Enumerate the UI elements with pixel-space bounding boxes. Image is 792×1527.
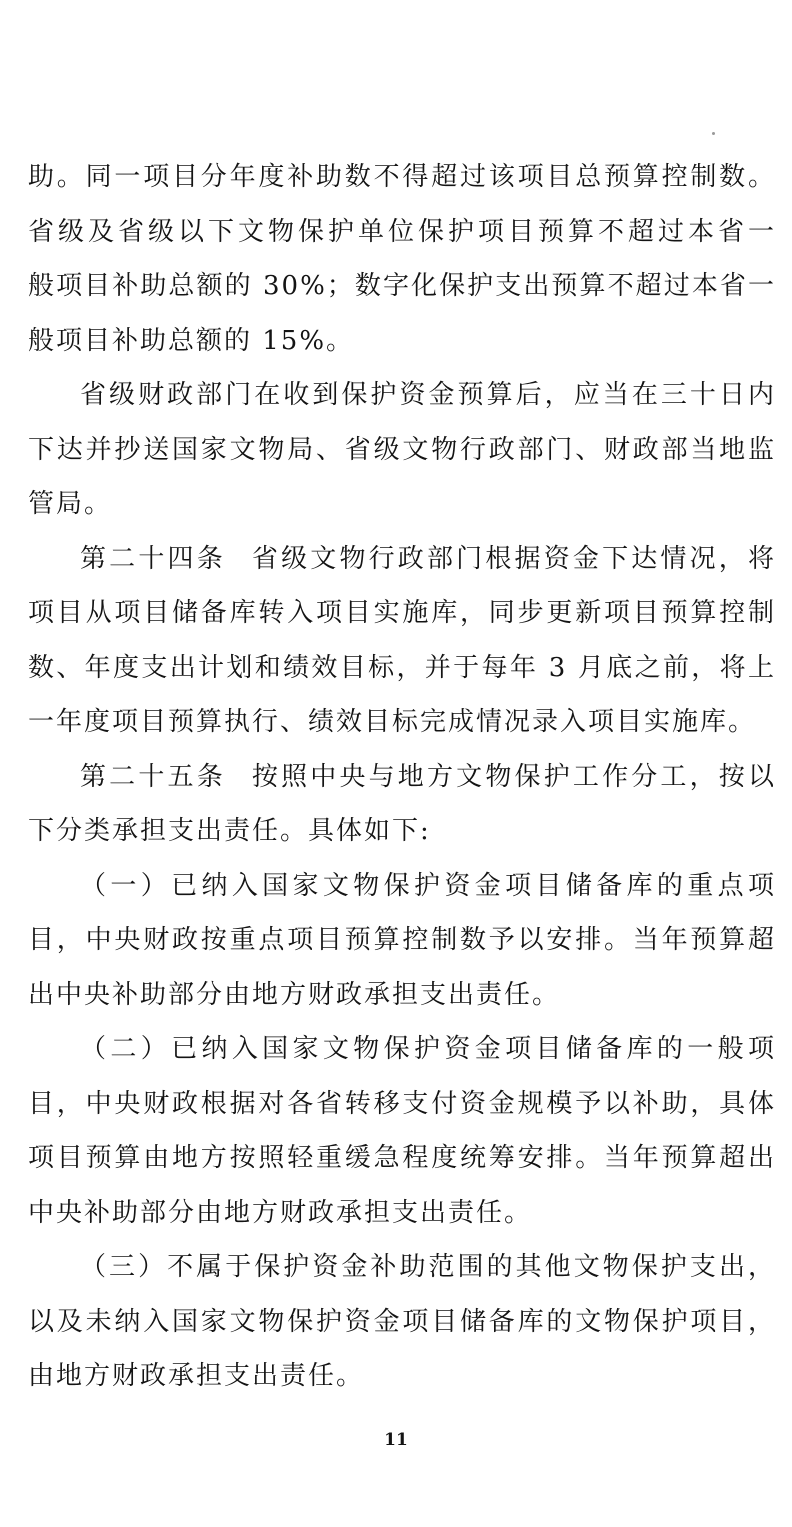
page-number: 11 bbox=[384, 1430, 408, 1450]
text-line: 助。同一项目分年度补助数不得超过该项目总预算控制数。 bbox=[28, 162, 776, 192]
text-line: 目，中央财政根据对各省转移支付资金规模予以补助，具体 bbox=[28, 1088, 776, 1119]
text-line: 管局。 bbox=[28, 489, 113, 519]
text-line bbox=[28, 532, 776, 587]
text-line: 省级及省级以下文物保护单位保护项目预算不超过本省一 bbox=[28, 216, 776, 247]
text-line: 以及未纳入国家文物保护资金项目储备库的文物保护项目， bbox=[28, 1306, 776, 1337]
text-line: 般项目补助总额的 15%。 bbox=[28, 325, 355, 356]
text-line: （三）不属于保护资金补助范围的其他文物保护支出， bbox=[80, 1252, 776, 1282]
text-line: 下分类承担支出责任。具体如下: bbox=[28, 816, 431, 846]
text-line: 由地方财政承担支出责任。 bbox=[28, 1361, 365, 1391]
article-heading: 第二十五条 bbox=[80, 761, 226, 792]
text-line: 数、年度支出计划和绩效目标，并于每年 3 月底之前，将上 bbox=[28, 652, 776, 683]
text-line: 般项目补助总额的 30%；数字化保护支出预算不超过本省一 bbox=[28, 271, 776, 301]
article-text: 按照中央与地方文物保护工作分工，按以 bbox=[251, 761, 776, 792]
scan-speck bbox=[712, 132, 715, 135]
paragraph-item-2 bbox=[28, 1022, 776, 1240]
text-line: 出中央补助部分由地方财政承担支出责任。 bbox=[28, 979, 561, 1010]
paragraph-article-24 bbox=[28, 532, 776, 750]
text-line: （一）已纳入国家文物保护资金项目储备库的重点项 bbox=[80, 870, 776, 901]
text-line: 省级财政部门在收到保护资金预算后，应当在三十日内 bbox=[80, 380, 776, 410]
paragraph-provincial-finance bbox=[28, 368, 776, 532]
text-line bbox=[28, 750, 776, 805]
article-text: 省级文物行政部门根据资金下达情况，将 bbox=[251, 543, 776, 574]
paragraph-item-1 bbox=[28, 859, 776, 1023]
text-line: 目，中央财政按重点项目预算控制数予以安排。当年预算超 bbox=[28, 925, 776, 955]
document-body bbox=[28, 150, 776, 1404]
text-line: 中央补助部分由地方财政承担支出责任。 bbox=[28, 1197, 533, 1228]
text-line: 一年度项目预算执行、绩效目标完成情况录入项目实施库。 bbox=[28, 707, 757, 737]
text-line: 项目预算由地方按照轻重缓急程度统筹安排。当年预算超出 bbox=[28, 1143, 776, 1173]
article-heading: 第二十四条 bbox=[80, 543, 226, 574]
paragraph-article-25 bbox=[28, 750, 776, 859]
paragraph-item-3 bbox=[28, 1240, 776, 1404]
text-line: 项目从项目储备库转入项目实施库，同步更新项目预算控制 bbox=[28, 598, 776, 628]
paragraph-budget-limits bbox=[28, 150, 776, 368]
text-line: 下达并抄送国家文物局、省级文物行政部门、财政部当地监 bbox=[28, 434, 776, 465]
text-line: （二）已纳入国家文物保护资金项目储备库的一般项 bbox=[80, 1034, 776, 1064]
